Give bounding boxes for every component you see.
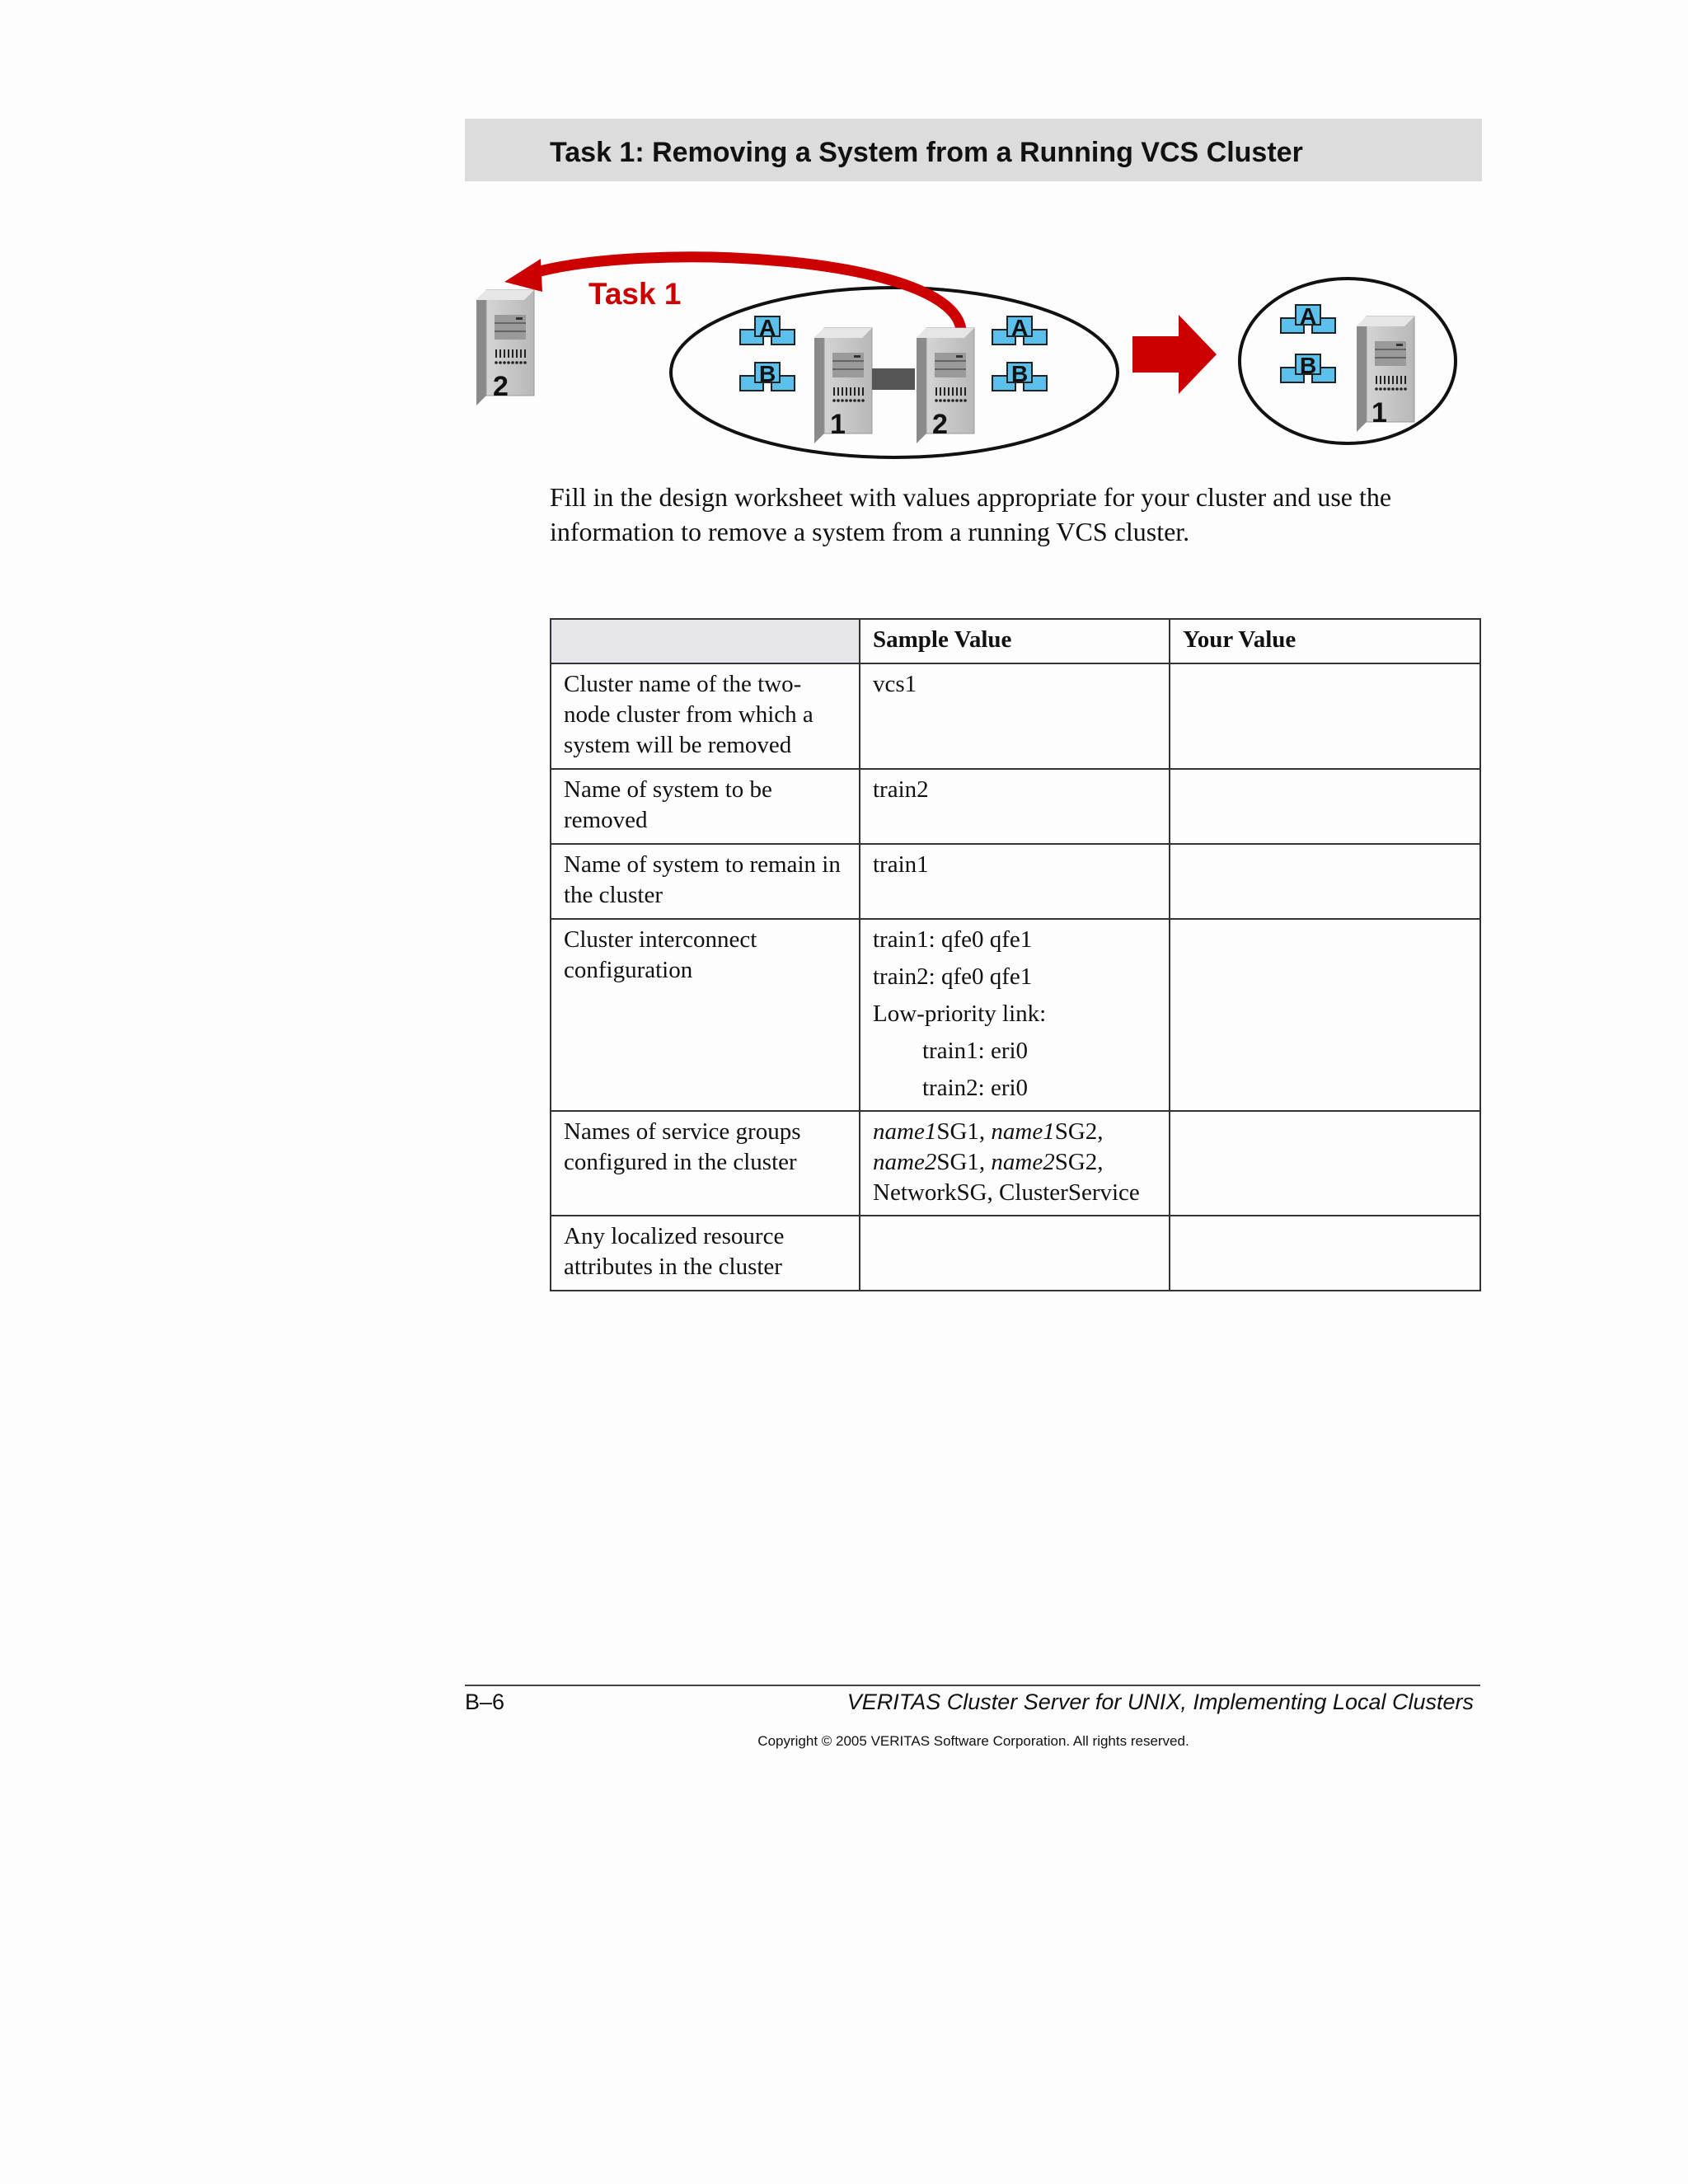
table-header-row (551, 619, 1480, 663)
table-row (551, 844, 1480, 919)
sample-value (860, 1216, 1170, 1291)
sample-value: train2 (860, 769, 1170, 844)
sample-text: SG1, (936, 1149, 992, 1175)
service-group-a-label: A (1011, 315, 1029, 340)
your-value-cell[interactable] (1170, 919, 1480, 1111)
interconnect-line: train1: eri0 (922, 1038, 1029, 1064)
your-value-cell[interactable] (1170, 663, 1480, 769)
table-header-sample: Sample Value (860, 619, 1170, 663)
table-header-blank (551, 619, 860, 663)
table-row (551, 1216, 1480, 1291)
sample-value (860, 919, 1170, 1111)
interconnect-line: train2: eri0 (922, 1075, 1029, 1101)
table-row (551, 919, 1480, 1111)
task-header (465, 119, 1482, 181)
sample-italic: name2 (873, 1149, 937, 1175)
task-arrow-head-icon (504, 259, 542, 292)
cluster-server-1-number: 1 (830, 409, 846, 440)
table-header-yours: Your Value (1170, 619, 1480, 663)
result-server-number: 1 (1372, 397, 1387, 429)
cluster-server-2-number: 2 (932, 409, 948, 440)
your-value-cell[interactable] (1170, 1216, 1480, 1291)
task-title: Task 1: Removing a System from a Running VCS Cluster (550, 137, 1303, 168)
book-title: VERITAS Cluster Server for UNIX, Implementing Local Clusters (846, 1690, 1474, 1714)
table-row (551, 1111, 1480, 1216)
interconnect-link (872, 368, 915, 390)
page-number: B–6 (465, 1690, 505, 1714)
service-group-b-label: B (1300, 353, 1317, 378)
service-group-b-label: B (1011, 361, 1029, 387)
service-group-a-label: A (1300, 303, 1317, 329)
your-value-cell[interactable] (1170, 769, 1480, 844)
result-arrow-icon (1132, 315, 1217, 394)
row-label: Cluster interconnect configuration (551, 919, 860, 1111)
sample-text: SG1, (936, 1118, 992, 1145)
table-row (551, 769, 1480, 844)
footer-divider (465, 1685, 1480, 1686)
row-label: Cluster name of the two-node cluster from which a system will be removed (551, 663, 860, 769)
row-label: Names of service groups configured in the cluster (551, 1111, 860, 1216)
table-row (551, 663, 1480, 769)
sample-value: vcs1 (860, 663, 1170, 769)
sample-text: SG2, NetworkSG, ClusterService (873, 1149, 1140, 1206)
task-label: Task 1 (588, 277, 682, 311)
design-worksheet-table (550, 618, 1481, 1291)
cluster-removal-diagram (465, 239, 1482, 470)
removed-server-number: 2 (493, 371, 509, 402)
sample-text: SG2, (1054, 1118, 1104, 1145)
your-value-cell[interactable] (1170, 1111, 1480, 1216)
interconnect-line: train1: qfe0 qfe1 (873, 926, 1033, 953)
service-group-b-label: B (759, 361, 776, 387)
interconnect-line: train2: qfe0 qfe1 (873, 963, 1033, 990)
row-label: Name of system to be removed (551, 769, 860, 844)
your-value-cell[interactable] (1170, 844, 1480, 919)
sample-value: train1 (860, 844, 1170, 919)
intro-paragraph: Fill in the design worksheet with values appropriate for your cluster and use the information to remove a system from a running VCS cluster. (550, 482, 1392, 546)
sample-italic: name2 (991, 1149, 1055, 1175)
row-label: Name of system to remain in the cluster (551, 844, 860, 919)
result-cluster-ellipse (1240, 279, 1456, 443)
interconnect-line: Low-priority link: (873, 1001, 1047, 1027)
row-label: Any localized resource attributes in the cluster (551, 1216, 860, 1291)
sample-italic: name1 (991, 1118, 1055, 1145)
copyright-notice: Copyright © 2005 VERITAS Software Corporation. All rights reserved. (757, 1733, 1189, 1749)
service-group-a-label: A (759, 315, 776, 340)
sample-value (860, 1111, 1170, 1216)
sample-italic: name1 (873, 1118, 937, 1145)
